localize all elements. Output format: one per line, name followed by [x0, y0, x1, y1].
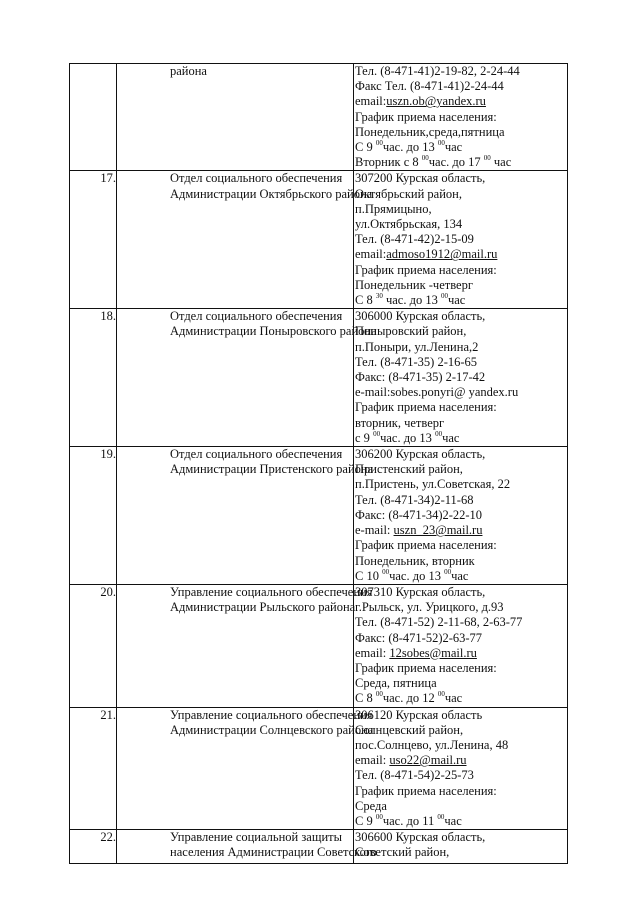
info-line: вторник, четверг	[355, 415, 445, 430]
info-line: Факс Тел. (8-471-41)2-24-44	[355, 79, 504, 94]
info-line: п.Поныри, ул.Ленина,2	[355, 339, 479, 354]
contact-cell	[354, 707, 568, 830]
info-line: Тел. (8-471-52) 2-11-68, 2-63-77	[355, 615, 523, 630]
info-line: Факс: (8-471-35) 2-17-42	[355, 370, 486, 385]
info-line: пос.Солнцево, ул.Ленина, 48	[355, 737, 509, 752]
info-line: 307310 Курская область,	[355, 584, 486, 599]
schedule-line: С 9 $^{00}$час. до 11 $^{00}$час	[355, 812, 462, 828]
info-line: Тел. (8-471-41)2-19-82, 2-24-44	[355, 64, 520, 78]
info-line: Октябрьский район,	[355, 186, 462, 201]
email-line: e-mail:sobes.ponyri@ yandex.ru	[355, 385, 519, 400]
info-line: 307200 Курская область,	[355, 171, 486, 186]
row-number: 19.	[70, 447, 117, 585]
info-line: Советский район,	[355, 845, 450, 860]
email-link[interactable]: uszn_23@mail.ru	[393, 523, 483, 538]
organization-cell	[117, 584, 373, 707]
table-row	[70, 584, 568, 707]
org-line: Отдел социального обеспечения	[170, 171, 343, 186]
info-line: п.Прямицыно,	[355, 201, 432, 216]
info-line: Тел. (8-471-34)2-11-68	[355, 492, 474, 507]
email-line: email:uszn.ob@yandex.ru	[355, 94, 486, 109]
contact-cell	[354, 830, 568, 864]
info-line: График приема населения:	[355, 400, 497, 415]
email-line: email: uso22@mail.ru	[355, 753, 467, 768]
info-line: Понедельник -четверг	[355, 277, 473, 292]
org-line: Администрации Рыльского района	[170, 600, 356, 615]
org-line: Отдел социального обеспечения	[170, 309, 343, 324]
offices-table	[69, 63, 568, 864]
org-line: Администрации Октябрьского района	[170, 186, 373, 201]
schedule-line: С 10 $^{00}$час. до 13 $^{00}$час	[355, 567, 469, 583]
info-line: Понедельник, вторник	[355, 553, 475, 568]
info-line: 306200 Курская область,	[355, 447, 486, 462]
row-number: 18.	[70, 309, 117, 447]
row-number: 20.	[70, 584, 117, 707]
info-line: г.Рыльск, ул. Урицкого, д.93	[355, 600, 504, 615]
contact-cell	[354, 447, 568, 585]
email-line: e-mail: uszn_23@mail.ru	[355, 523, 483, 538]
table-row	[70, 707, 568, 830]
organization-cell	[117, 447, 374, 585]
info-line: График приема населения:	[355, 538, 497, 553]
email-link[interactable]: uso22@mail.ru	[389, 753, 467, 768]
org-line: района	[170, 64, 207, 78]
schedule-line: Вторник с 8 $^{00}$час. до 17 $^{00}$ час	[355, 154, 512, 170]
org-line: Управление социального обеспечения	[170, 707, 373, 722]
info-line: Тел. (8-471-54)2-25-73	[355, 768, 474, 783]
info-line: Понедельник,среда,пятница	[355, 124, 505, 139]
email-link[interactable]: uszn.ob@yandex.ru	[386, 94, 486, 109]
email-line: email: 12sobes@mail.ru	[355, 645, 477, 660]
organization-cell	[117, 64, 354, 171]
contact-cell	[354, 64, 568, 171]
row-number	[70, 64, 117, 171]
schedule-line: С 8 $^{30}$ час. до 13 $^{00}$час	[355, 292, 466, 308]
organization-cell	[117, 309, 377, 447]
info-line: График приема населения:	[355, 109, 497, 124]
schedule-line: С 9 $^{00}$час. до 13 $^{00}$час	[355, 139, 463, 155]
info-line: Поныровский район,	[355, 324, 467, 339]
org-line: населения Администрации Советского	[170, 845, 377, 860]
table-row	[70, 64, 568, 171]
org-line: Администрации Солнцевского района	[170, 722, 374, 737]
org-line: Управление социального обеспечения	[170, 584, 373, 599]
info-line: 306000 Курская область,	[355, 309, 486, 324]
info-line: 306120 Курская область	[355, 707, 483, 722]
info-line: Факс: (8-471-52)2-63-77	[355, 630, 483, 645]
contact-cell	[354, 584, 568, 707]
info-line: Среда	[355, 798, 387, 813]
table-row	[70, 309, 568, 447]
schedule-line: С 8 $^{00}$час. до 12 $^{00}$час	[355, 690, 463, 706]
info-line: Факс: (8-471-34)2-22-10	[355, 507, 483, 522]
row-number: 22.	[70, 830, 117, 864]
org-line: Отдел социального обеспечения	[170, 447, 343, 462]
info-line: п.Пристень, ул.Советская, 22	[355, 477, 511, 492]
table-row	[70, 171, 568, 309]
info-line: Среда, пятница	[355, 676, 437, 691]
info-line: Пристенский район,	[355, 462, 463, 477]
info-line: Тел. (8-471-42)2-15-09	[355, 232, 474, 247]
info-line: Тел. (8-471-35) 2-16-65	[355, 354, 478, 369]
email-line: email:admoso1912@mail.ru	[355, 247, 498, 262]
org-line: Администрации Пристенского района	[170, 462, 374, 477]
organization-cell	[117, 171, 373, 309]
info-line: График приема населения:	[355, 262, 497, 277]
info-line: График приема населения:	[355, 783, 497, 798]
info-line: Солнцевский район,	[355, 722, 464, 737]
schedule-line: с 9 $^{00}$час. до 13 $^{00}$час	[355, 429, 460, 445]
org-line: Управление социальной защиты	[170, 830, 343, 845]
email-link[interactable]: admoso1912@mail.ru	[386, 247, 498, 262]
row-number: 21.	[70, 707, 117, 830]
row-number: 17.	[70, 171, 117, 309]
email-link[interactable]: 12sobes@mail.ru	[389, 645, 477, 660]
info-line: 306600 Курская область,	[355, 830, 486, 845]
table-row	[70, 830, 568, 864]
contact-cell	[354, 171, 568, 309]
info-line: График приема населения:	[355, 660, 497, 675]
info-line: ул.Октябрьская, 134	[355, 217, 463, 232]
table-row	[70, 447, 568, 585]
organization-cell	[117, 830, 377, 864]
org-line: Администрации Поныровского района	[170, 324, 377, 339]
contact-cell	[354, 309, 568, 447]
